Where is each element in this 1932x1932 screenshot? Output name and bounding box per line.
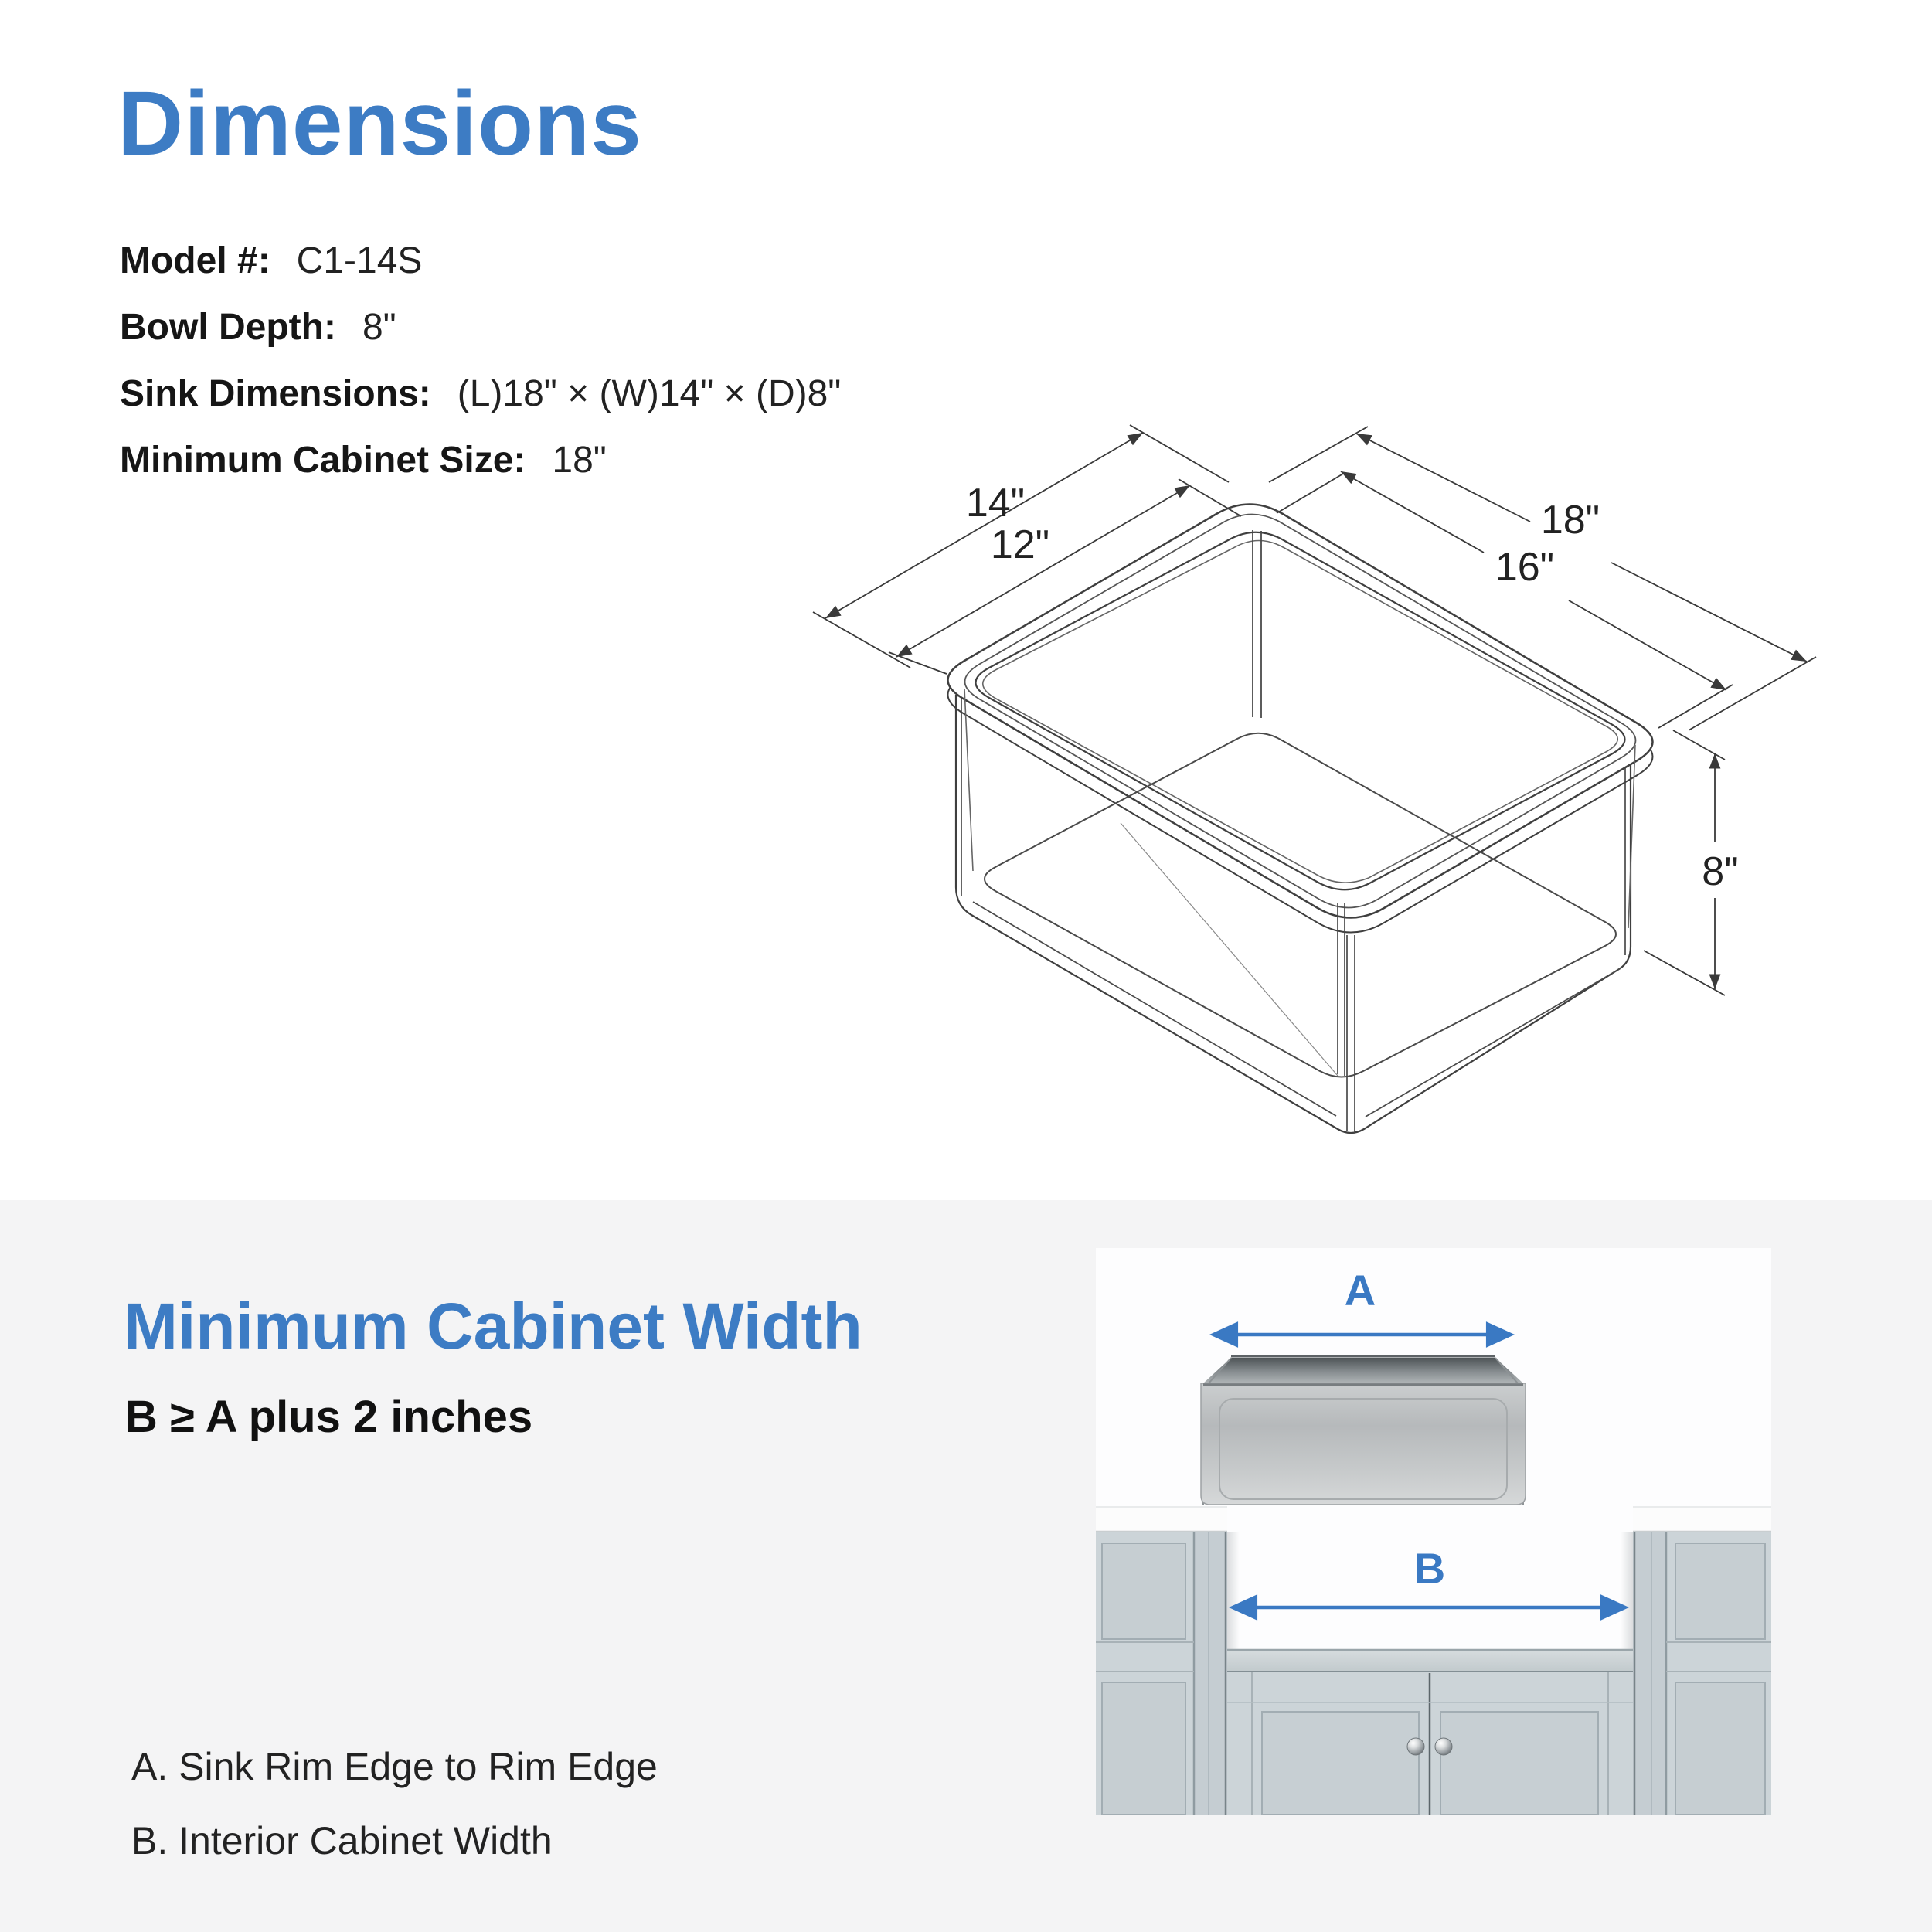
sink-photo <box>1201 1356 1526 1505</box>
spec-list <box>120 240 841 505</box>
right-door-panel <box>1440 1712 1598 1815</box>
sink-front-face <box>1201 1383 1526 1505</box>
spec-value: (L)18" × (W)14" × (D)8" <box>457 373 842 414</box>
left-cabinet <box>1096 1532 1227 1815</box>
spec-row-sink-dimensions <box>120 372 841 439</box>
dim-label-length-outer: 18" <box>1540 498 1600 543</box>
spec-row-model <box>120 240 841 306</box>
lower-cabinet <box>1227 1650 1633 1815</box>
sink-technical-drawing <box>788 402 1917 1175</box>
spec-value: 18" <box>552 440 607 481</box>
page-title: Dimensions <box>117 73 642 175</box>
legend-item-a: A. Sink Rim Edge to Rim Edge <box>131 1745 658 1788</box>
gap-shadow-right <box>1621 1532 1633 1664</box>
dim-label-width-outer: 14" <box>965 481 1026 526</box>
right-door-knob <box>1435 1738 1452 1755</box>
cabinet-width-formula: B ≥ A plus 2 inches <box>125 1392 533 1442</box>
spec-label: Bowl Depth: <box>120 307 336 348</box>
gap-shadow-left <box>1227 1532 1240 1664</box>
dim-label-depth: 8" <box>1702 849 1739 894</box>
figure-legend <box>131 1730 658 1878</box>
label-a: A <box>1344 1266 1376 1315</box>
spec-value: C1-14S <box>296 240 423 281</box>
left-door-knob <box>1407 1738 1424 1755</box>
dim-label-length-inner: 16" <box>1495 545 1555 590</box>
spec-row-bowl-depth <box>120 306 841 372</box>
spec-label: Sink Dimensions: <box>120 373 431 414</box>
spec-value: 8" <box>362 307 396 348</box>
dim-label-width-inner: 12" <box>990 522 1050 567</box>
cabinet-width-figure <box>1096 1248 1771 1815</box>
spec-label: Model #: <box>120 240 270 281</box>
bottom-section-title: Minimum Cabinet Width <box>124 1290 862 1362</box>
spec-row-min-cabinet <box>120 439 841 505</box>
left-door-panel <box>1262 1712 1419 1815</box>
legend-item-b: B. Interior Cabinet Width <box>131 1819 553 1862</box>
right-cabinet <box>1633 1532 1771 1815</box>
label-b: B <box>1413 1544 1446 1593</box>
spec-label: Minimum Cabinet Size: <box>120 440 526 481</box>
sink-interior <box>1203 1358 1523 1383</box>
